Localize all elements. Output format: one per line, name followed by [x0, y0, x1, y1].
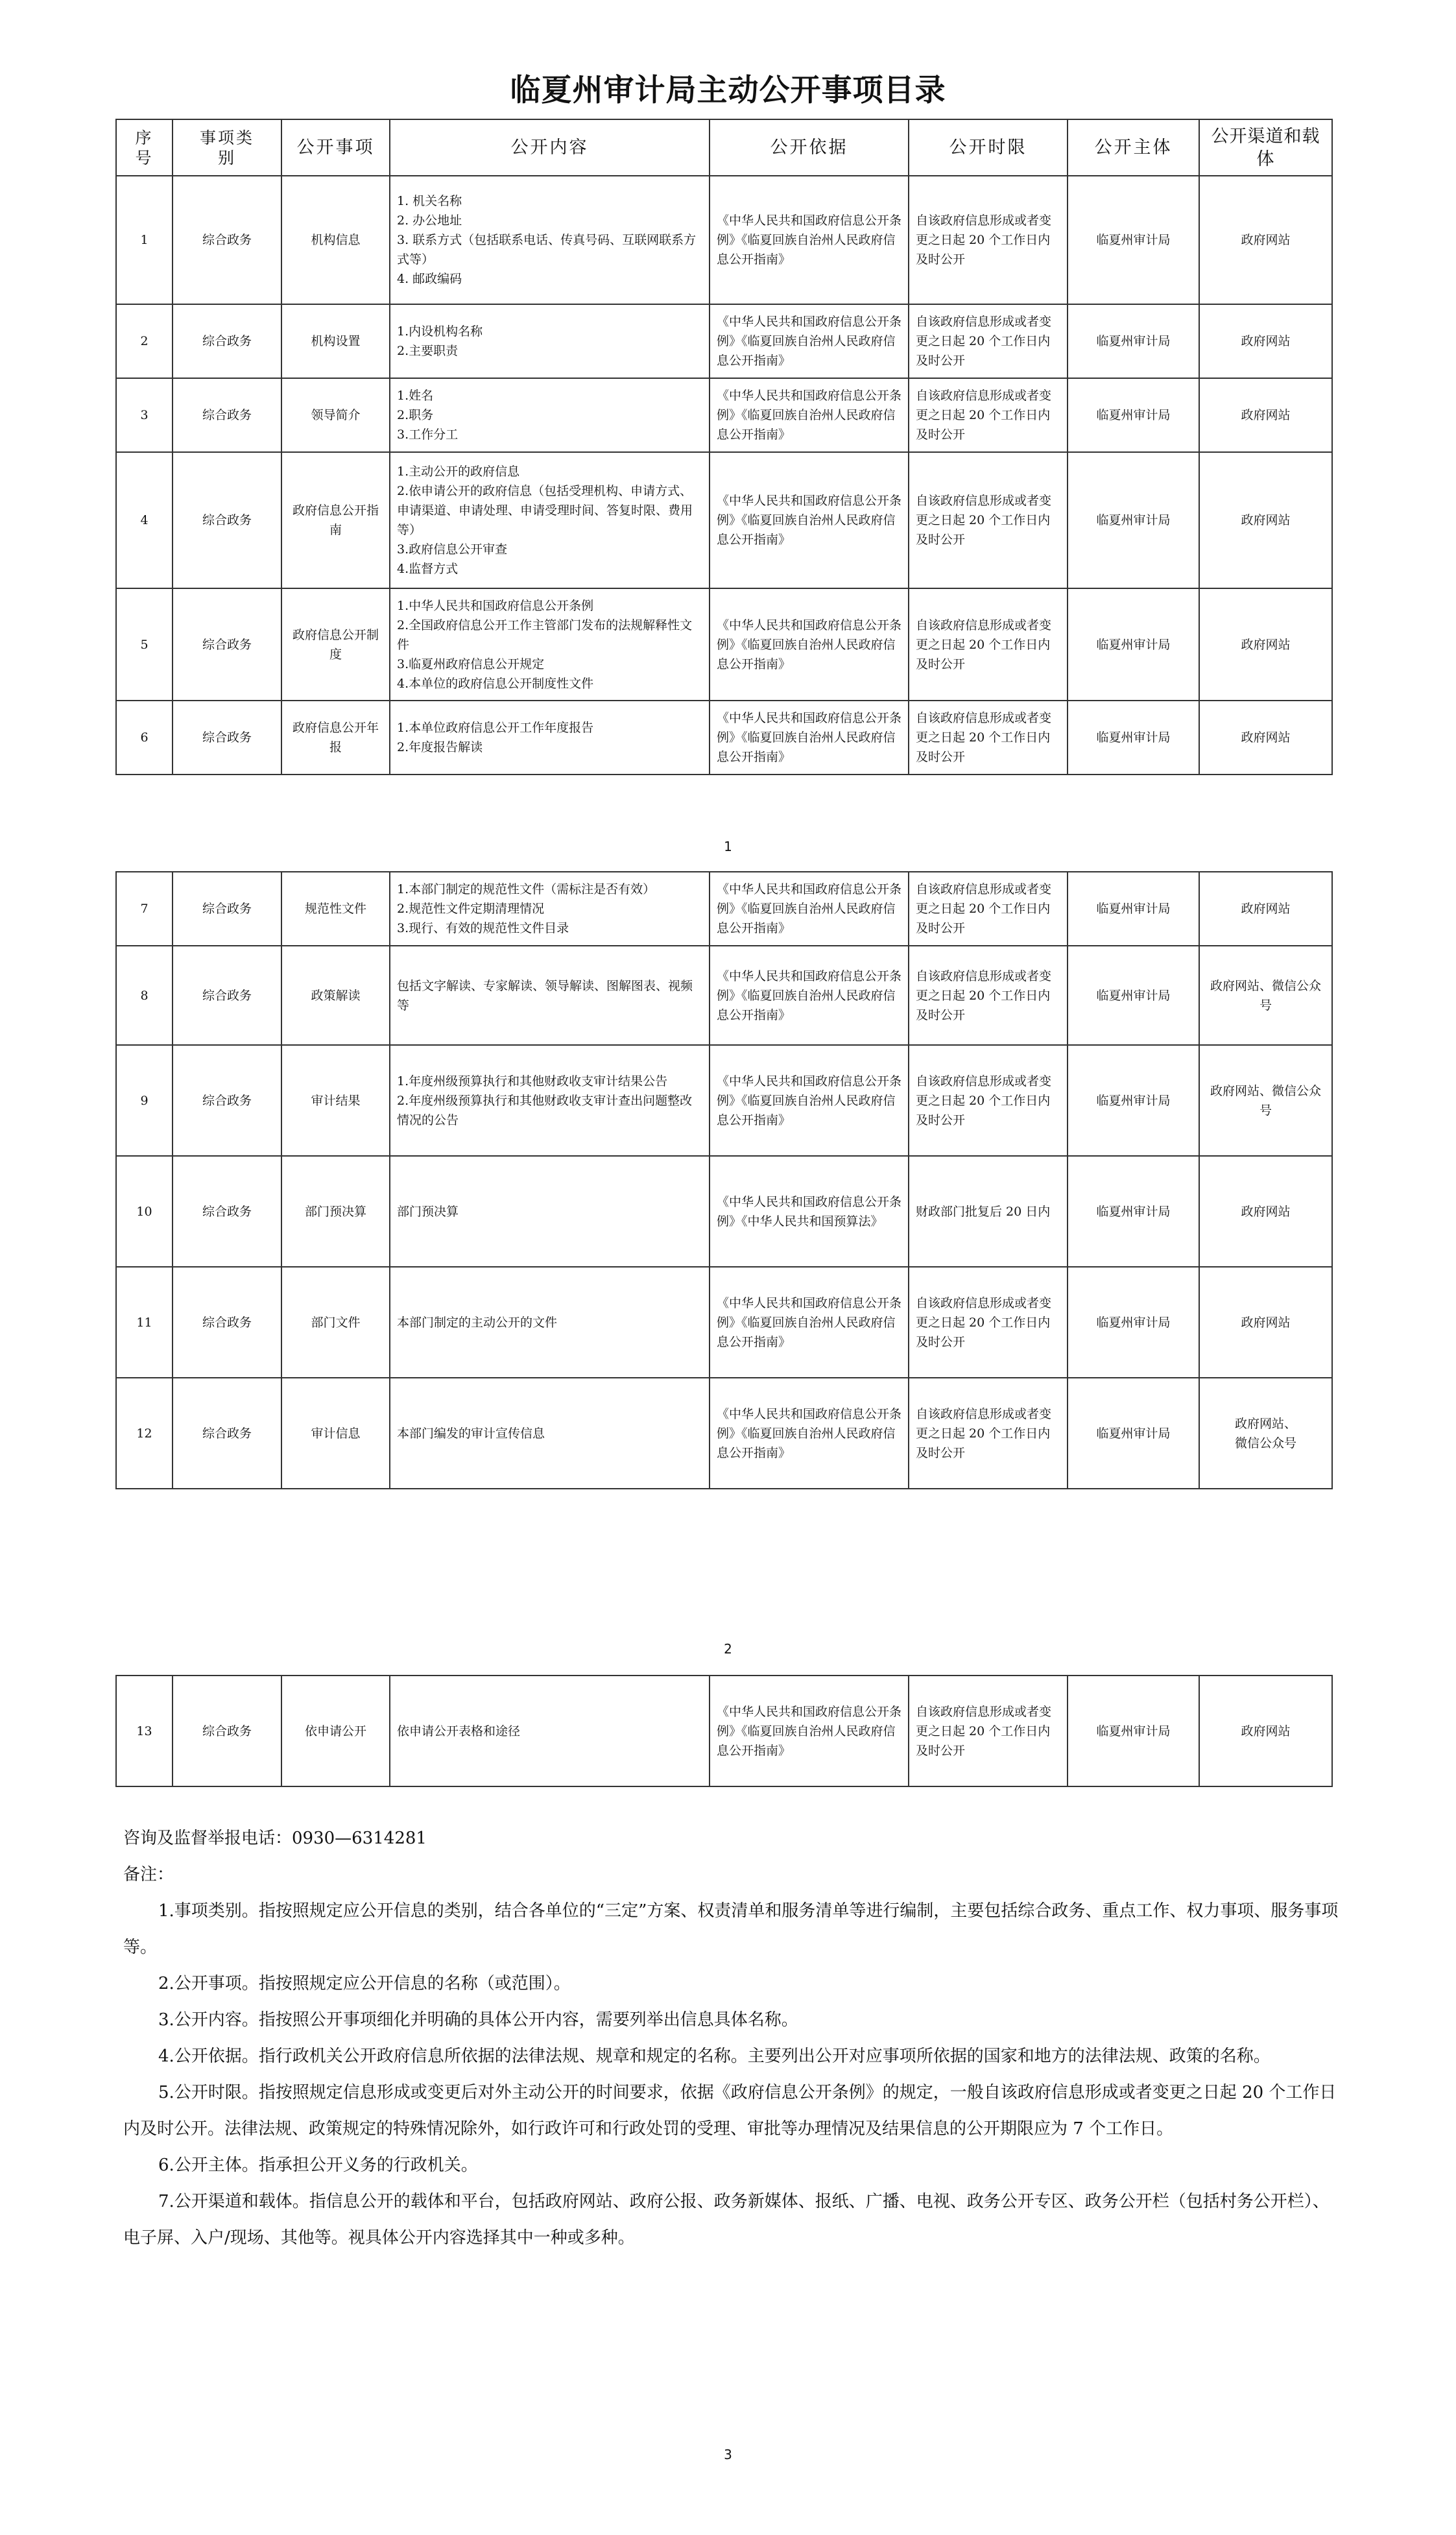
table-row	[116, 1156, 1332, 1267]
row-channel: 政府网站、微信公众号	[1199, 946, 1332, 1045]
catalog-table-page-1	[115, 119, 1333, 775]
row-channel: 政府网站	[1199, 378, 1332, 452]
row-channel: 政府网站	[1199, 1676, 1332, 1786]
row-category: 综合政务	[173, 701, 281, 775]
row-item: 部门预决算	[281, 1156, 390, 1267]
table-row	[116, 452, 1332, 588]
catalog-table-page-2	[115, 871, 1333, 1489]
row-channel: 政府网站、微信公众号	[1199, 1045, 1332, 1156]
row-channel: 政府网站、 微信公众号	[1199, 1378, 1332, 1489]
row-category: 综合政务	[173, 946, 281, 1045]
note-item: 6.公开主体。指承担公开义务的行政机关。	[158, 2156, 478, 2175]
header-content: 公开内容	[390, 119, 710, 176]
row-subject: 临夏州审计局	[1068, 1676, 1199, 1786]
header-limit: 公开时限	[909, 119, 1068, 176]
row-limit: 自该政府信息形成或者变更之日起 20 个工作日内及时公开	[909, 176, 1068, 304]
row-content: 1. 机关名称 2. 办公地址 3. 联系方式（包括联系电话、传真号码、互联网联系方式等） 4. 邮政编码	[390, 176, 710, 304]
row-no: 10	[116, 1156, 173, 1267]
row-content: 1.内设机构名称 2.主要职责	[390, 304, 710, 378]
table-row	[116, 304, 1332, 378]
row-category: 综合政务	[173, 1676, 281, 1786]
row-content: 1.本部门制定的规范性文件（需标注是否有效） 2.规范性文件定期清理情况 3.现行、有效的规范性文件目录	[390, 872, 710, 946]
page-title: 临夏州审计局主动公开事项目录	[510, 73, 946, 108]
catalog-table-page-3	[115, 1675, 1333, 1787]
table-row	[116, 946, 1332, 1045]
page-number: 2	[724, 1641, 732, 1657]
row-no: 4	[116, 452, 173, 588]
row-content: 1.年度州级预算执行和其他财政收支审计结果公告 2.年度州级预算执行和其他财政收支审计查出问题整改情况的公告	[390, 1045, 710, 1156]
row-limit: 自该政府信息形成或者变更之日起 20 个工作日内及时公开	[909, 946, 1068, 1045]
row-content: 1.本单位政府信息公开工作年度报告 2.年度报告解读	[390, 701, 710, 775]
row-item: 政府信息公开制度	[281, 588, 390, 701]
notes-label: 备注：	[123, 1865, 174, 1884]
row-item: 政府信息公开指南	[281, 452, 390, 588]
row-no: 12	[116, 1378, 173, 1489]
row-item: 审计结果	[281, 1045, 390, 1156]
row-item: 部门文件	[281, 1267, 390, 1378]
row-category: 综合政务	[173, 1267, 281, 1378]
row-content: 部门预决算	[390, 1156, 710, 1267]
row-basis: 《中华人民共和国政府信息公开条例》《中华人民共和国预算法》	[710, 1156, 909, 1267]
row-item: 政策解读	[281, 946, 390, 1045]
row-item: 审计信息	[281, 1378, 390, 1489]
row-basis: 《中华人民共和国政府信息公开条例》《临夏回族自治州人民政府信息公开指南》	[710, 701, 909, 775]
table-row	[116, 588, 1332, 701]
row-limit: 自该政府信息形成或者变更之日起 20 个工作日内及时公开	[909, 304, 1068, 378]
row-basis: 《中华人民共和国政府信息公开条例》《临夏回族自治州人民政府信息公开指南》	[710, 304, 909, 378]
note-item: 7.公开渠道和载体。指信息公开的载体和平台，包括政府网站、政府公报、政务新媒体、报纸、广播、电视、政务公开专区、政务公开栏（包括村务公开栏）、电子屏、入户/现场、其他等。视具体公开内容选择其中一种或多种。	[123, 2192, 1330, 2248]
row-content: 包括文字解读、专家解读、领导解读、图解图表、视频等	[390, 946, 710, 1045]
row-basis: 《中华人民共和国政府信息公开条例》《临夏回族自治州人民政府信息公开指南》	[710, 946, 909, 1045]
row-basis: 《中华人民共和国政府信息公开条例》《临夏回族自治州人民政府信息公开指南》	[710, 1045, 909, 1156]
table-row	[116, 378, 1332, 452]
row-subject: 临夏州审计局	[1068, 588, 1199, 701]
header-item: 公开事项	[281, 119, 390, 176]
row-item: 机构信息	[281, 176, 390, 304]
page-number: 1	[724, 839, 732, 854]
row-content: 1.主动公开的政府信息 2.依申请公开的政府信息（包括受理机构、申请方式、申请渠道、申请处理、申请受理时间、答复时限、费用等） 3.政府信息公开审查 4.监督方式	[390, 452, 710, 588]
row-subject: 临夏州审计局	[1068, 946, 1199, 1045]
row-subject: 临夏州审计局	[1068, 701, 1199, 775]
row-subject: 临夏州审计局	[1068, 1267, 1199, 1378]
table-row	[116, 872, 1332, 946]
row-limit: 自该政府信息形成或者变更之日起 20 个工作日内及时公开	[909, 378, 1068, 452]
row-basis: 《中华人民共和国政府信息公开条例》《临夏回族自治州人民政府信息公开指南》	[710, 1676, 909, 1786]
table-header-row	[116, 119, 1332, 176]
row-basis: 《中华人民共和国政府信息公开条例》《临夏回族自治州人民政府信息公开指南》	[710, 872, 909, 946]
header-category: 事项类别	[173, 119, 281, 176]
row-limit: 财政部门批复后 20 日内	[909, 1156, 1068, 1267]
row-limit: 自该政府信息形成或者变更之日起 20 个工作日内及时公开	[909, 588, 1068, 701]
contact-phone: 咨询及监督举报电话：0930—6314281	[123, 1829, 427, 1848]
row-item: 依申请公开	[281, 1676, 390, 1786]
row-category: 综合政务	[173, 1378, 281, 1489]
row-no: 13	[116, 1676, 173, 1786]
table-row	[116, 1378, 1332, 1489]
row-category: 综合政务	[173, 1156, 281, 1267]
row-basis: 《中华人民共和国政府信息公开条例》《临夏回族自治州人民政府信息公开指南》	[710, 176, 909, 304]
row-item: 政府信息公开年报	[281, 701, 390, 775]
row-subject: 临夏州审计局	[1068, 176, 1199, 304]
row-subject: 临夏州审计局	[1068, 378, 1199, 452]
row-limit: 自该政府信息形成或者变更之日起 20 个工作日内及时公开	[909, 1045, 1068, 1156]
row-channel: 政府网站	[1199, 176, 1332, 304]
row-subject: 临夏州审计局	[1068, 304, 1199, 378]
page-number: 3	[724, 2447, 732, 2462]
note-item: 3.公开内容。指按照公开事项细化并明确的具体公开内容，需要列举出信息具体名称。	[158, 2010, 798, 2030]
row-limit: 自该政府信息形成或者变更之日起 20 个工作日内及时公开	[909, 452, 1068, 588]
row-channel: 政府网站	[1199, 1267, 1332, 1378]
row-channel: 政府网站	[1199, 304, 1332, 378]
row-category: 综合政务	[173, 1045, 281, 1156]
row-subject: 临夏州审计局	[1068, 1156, 1199, 1267]
row-no: 6	[116, 701, 173, 775]
table-row	[116, 176, 1332, 304]
row-category: 综合政务	[173, 304, 281, 378]
row-no: 3	[116, 378, 173, 452]
table-row	[116, 1045, 1332, 1156]
row-basis: 《中华人民共和国政府信息公开条例》《临夏回族自治州人民政府信息公开指南》	[710, 1378, 909, 1489]
row-limit: 自该政府信息形成或者变更之日起 20 个工作日内及时公开	[909, 1267, 1068, 1378]
row-no: 5	[116, 588, 173, 701]
table-row	[116, 1267, 1332, 1378]
header-basis: 公开依据	[710, 119, 909, 176]
row-content: 1.中华人民共和国政府信息公开条例 2.全国政府信息公开工作主管部门发布的法规解释性文件 3.临夏州政府信息公开规定 4.本单位的政府信息公开制度性文件	[390, 588, 710, 701]
row-subject: 临夏州审计局	[1068, 452, 1199, 588]
row-no: 9	[116, 1045, 173, 1156]
row-category: 综合政务	[173, 378, 281, 452]
header-channel: 公开渠道和载体	[1199, 119, 1332, 176]
row-no: 2	[116, 304, 173, 378]
header-subject: 公开主体	[1068, 119, 1199, 176]
row-category: 综合政务	[173, 176, 281, 304]
row-no: 11	[116, 1267, 173, 1378]
row-basis: 《中华人民共和国政府信息公开条例》《临夏回族自治州人民政府信息公开指南》	[710, 588, 909, 701]
row-channel: 政府网站	[1199, 588, 1332, 701]
row-item: 规范性文件	[281, 872, 390, 946]
row-content: 依申请公开表格和途径	[390, 1676, 710, 1786]
row-subject: 临夏州审计局	[1068, 1045, 1199, 1156]
row-item: 机构设置	[281, 304, 390, 378]
notes-section	[123, 1820, 1343, 2256]
row-no: 7	[116, 872, 173, 946]
row-basis: 《中华人民共和国政府信息公开条例》《临夏回族自治州人民政府信息公开指南》	[710, 452, 909, 588]
note-item: 5.公开时限。指按照规定信息形成或变更后对外主动公开的时间要求，依据《政府信息公开条例》的规定，一般自该政府信息形成或者变更之日起 20 个工作日内及时公开。法律法规、政策规定的特殊情况除外，如行政许可和行政处罚的受理、审批等办理情况及结果信息的公开期限应为 7 个工作日。	[123, 2083, 1337, 2139]
row-content: 本部门编发的审计宣传信息	[390, 1378, 710, 1489]
table-row	[116, 701, 1332, 775]
note-item: 1.事项类别。指按照规定应公开信息的类别，结合各单位的“三定”方案、权责清单和服务清单等进行编制，主要包括综合政务、重点工作、权力事项、服务事项等。	[123, 1901, 1339, 1957]
row-item: 领导简介	[281, 378, 390, 452]
header-no: 序号	[116, 119, 173, 176]
row-channel: 政府网站	[1199, 701, 1332, 775]
row-basis: 《中华人民共和国政府信息公开条例》《临夏回族自治州人民政府信息公开指南》	[710, 378, 909, 452]
row-subject: 临夏州审计局	[1068, 872, 1199, 946]
row-no: 1	[116, 176, 173, 304]
row-channel: 政府网站	[1199, 1156, 1332, 1267]
row-content: 1.姓名 2.职务 3.工作分工	[390, 378, 710, 452]
row-category: 综合政务	[173, 872, 281, 946]
row-limit: 自该政府信息形成或者变更之日起 20 个工作日内及时公开	[909, 1676, 1068, 1786]
row-no: 8	[116, 946, 173, 1045]
row-limit: 自该政府信息形成或者变更之日起 20 个工作日内及时公开	[909, 872, 1068, 946]
row-channel: 政府网站	[1199, 452, 1332, 588]
note-item: 2.公开事项。指按照规定应公开信息的名称（或范围）。	[158, 1974, 571, 1993]
row-subject: 临夏州审计局	[1068, 1378, 1199, 1489]
row-basis: 《中华人民共和国政府信息公开条例》《临夏回族自治州人民政府信息公开指南》	[710, 1267, 909, 1378]
row-category: 综合政务	[173, 452, 281, 588]
row-channel: 政府网站	[1199, 872, 1332, 946]
row-limit: 自该政府信息形成或者变更之日起 20 个工作日内及时公开	[909, 1378, 1068, 1489]
row-limit: 自该政府信息形成或者变更之日起 20 个工作日内及时公开	[909, 701, 1068, 775]
note-item: 4.公开依据。指行政机关公开政府信息所依据的法律法规、规章和规定的名称。主要列出公开对应事项所依据的国家和地方的法律法规、政策的名称。	[158, 2047, 1271, 2066]
table-row	[116, 1676, 1332, 1786]
row-content: 本部门制定的主动公开的文件	[390, 1267, 710, 1378]
row-category: 综合政务	[173, 588, 281, 701]
